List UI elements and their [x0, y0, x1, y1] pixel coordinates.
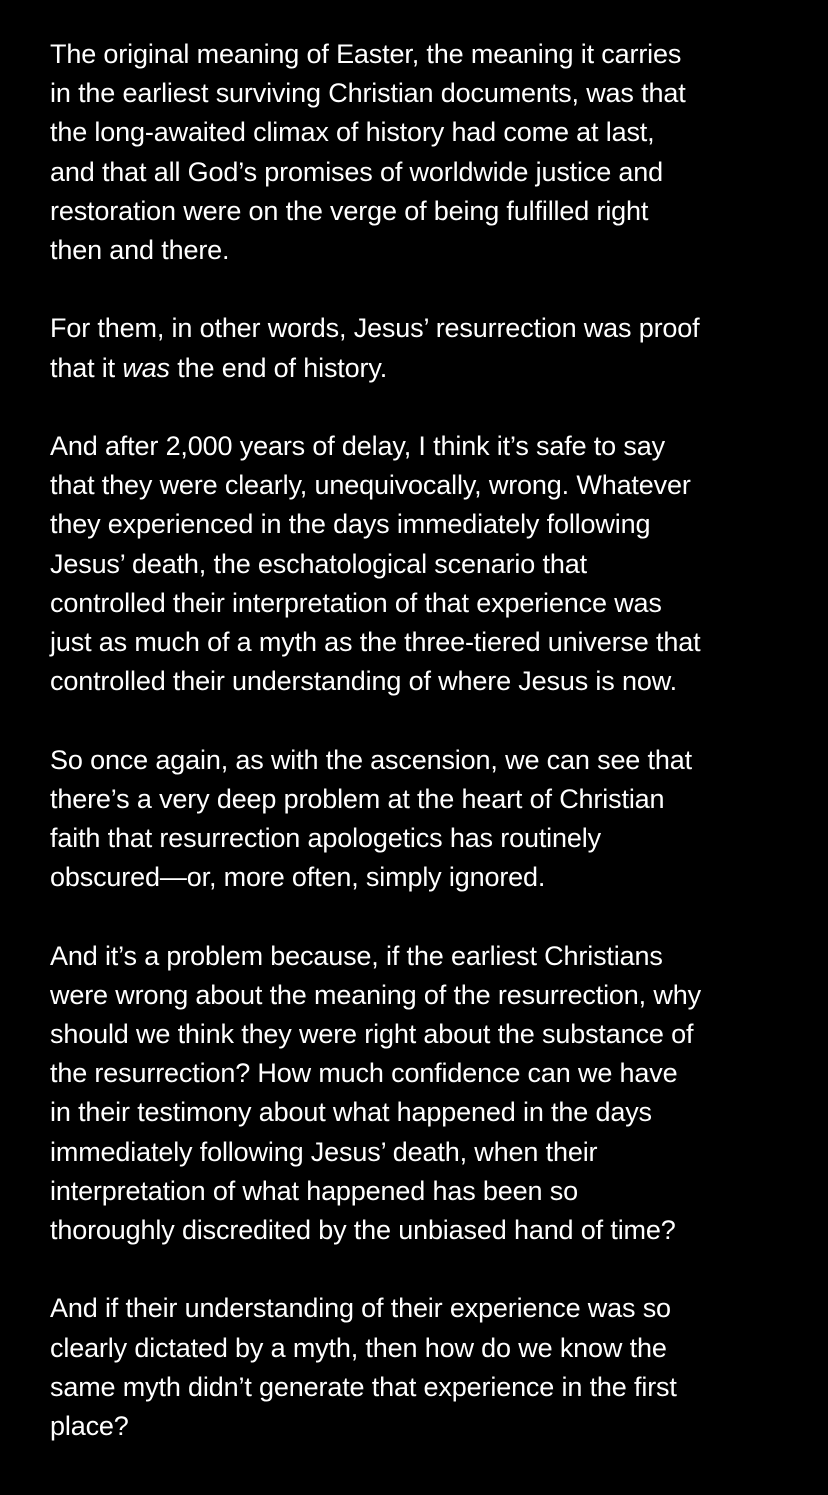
text-line: were wrong about the meaning of the resurrection, why — [50, 979, 701, 1010]
text-line: there’s a very deep problem at the heart of Christian — [50, 783, 665, 814]
text-line: The original meaning of Easter, the meaning it carries — [50, 39, 682, 69]
text-line: just as much of a myth as the three-tiered universe that — [50, 627, 701, 658]
paragraph-5 — [50, 937, 790, 1251]
paragraph-2 — [50, 309, 790, 387]
text-line: obscured—or, more often, simply ignored. — [50, 862, 546, 893]
paragraph-3 — [50, 427, 790, 701]
emphasized-word: was — [122, 352, 170, 383]
text-line: Jesus’ death, the eschatological scenario that — [50, 548, 587, 579]
text-line: the resurrection? How much confidence can we have — [50, 1058, 678, 1089]
text-line: immediately following Jesus’ death, when their — [50, 1136, 598, 1167]
text-line: then and there. — [50, 235, 230, 266]
text-line: faith that resurrection apologetics has routinely — [50, 823, 601, 854]
text-segment: that it — [50, 352, 123, 383]
text-line: interpretation of what happened has been so — [50, 1175, 578, 1206]
text-line: should we think they were right about the substance of — [50, 1019, 694, 1050]
text-line: restoration were on the verge of being fulfilled right — [50, 195, 649, 226]
text-line: controlled their interpretation of that experience was — [50, 587, 662, 618]
text-line: and that all God’s promises of worldwide justice and — [50, 156, 664, 187]
text-line: place? — [50, 1411, 129, 1442]
text-line-with-emphasis — [50, 349, 790, 388]
text-line: And after 2,000 years of delay, I think it’s safe to say — [50, 431, 665, 461]
text-line: in their testimony about what happened in the days — [50, 1097, 652, 1128]
text-line: And it’s a problem because, if the earliest Christians — [50, 940, 663, 971]
text-line: same myth didn’t generate that experience in the first — [50, 1371, 677, 1402]
text-line: So once again, as with the ascension, we can see that — [50, 744, 692, 775]
paragraph-6 — [50, 1289, 790, 1446]
text-line: the long-awaited climax of history had come at last, — [50, 117, 655, 148]
text-page — [50, 35, 790, 1485]
paragraph-1 — [50, 35, 790, 270]
text-line: controlled their understanding of where Jesus is now. — [50, 666, 677, 697]
text-line: they experienced in the days immediately following — [50, 509, 651, 540]
text-line: thoroughly discredited by the unbiased hand of time? — [50, 1215, 676, 1246]
text-line: that they were clearly, unequivocally, wrong. Whatever — [50, 470, 691, 501]
text-line: in the earliest surviving Christian documents, was that — [50, 78, 686, 109]
text-line: And if their understanding of their experience was so — [50, 1293, 671, 1324]
paragraph-4 — [50, 741, 790, 898]
text-line: clearly dictated by a myth, then how do we know the — [50, 1332, 667, 1363]
text-line: For them, in other words, Jesus’ resurrection was proof — [50, 313, 700, 344]
text-segment: the end of history. — [169, 352, 388, 383]
